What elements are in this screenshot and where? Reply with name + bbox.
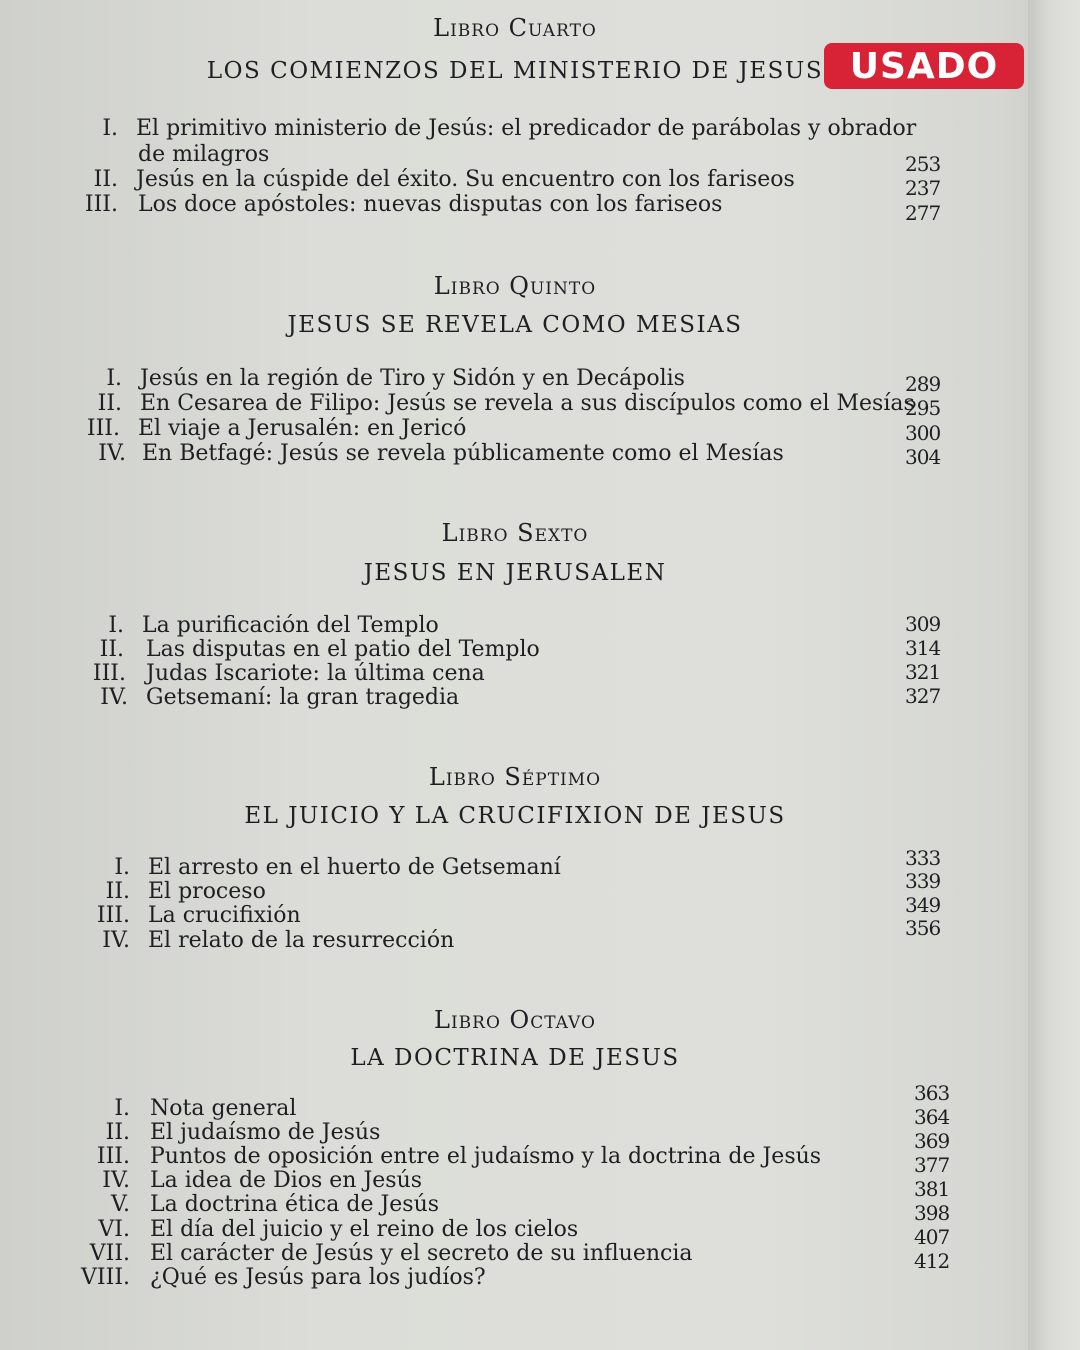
page-number: 277 — [905, 201, 941, 225]
page-number: 327 — [905, 684, 941, 708]
libro-heading: Libro Quinto — [433, 272, 597, 300]
chapter-number: III. — [96, 903, 130, 928]
chapter-title: Jesús en la cúspide del éxito. Su encuentro con los fariseos — [136, 167, 795, 192]
libro-heading: Libro Octavo — [434, 1006, 596, 1034]
page-number: 309 — [905, 612, 941, 636]
chapter-number: I. — [106, 366, 122, 391]
chapter-title: El judaísmo de Jesús — [150, 1120, 381, 1145]
section-title: JESUS EN JERUSALEN — [363, 560, 667, 586]
libro-heading: Libro Sexto — [441, 519, 589, 547]
toc-entry — [0, 391, 1030, 417]
page-number: 321 — [905, 660, 941, 684]
chapter-number: II. — [97, 391, 122, 416]
chapter-title: El carácter de Jesús y el secreto de su influencia — [150, 1241, 693, 1266]
page-number: 369 — [914, 1129, 950, 1153]
chapter-number: II. — [93, 167, 118, 192]
page-number: 314 — [905, 636, 941, 660]
toc-entry — [0, 1241, 1030, 1267]
page-number: 300 — [905, 421, 941, 445]
libro-heading: Libro Cuarto — [433, 14, 597, 42]
chapter-number: VI. — [98, 1217, 130, 1242]
chapter-number: I. — [102, 116, 118, 141]
page-number: 381 — [914, 1177, 950, 1201]
chapter-number: II. — [99, 637, 124, 662]
chapter-title: La purificación del Templo — [142, 613, 439, 638]
toc-entry — [0, 1096, 1030, 1122]
chapter-title: El proceso — [148, 879, 266, 904]
toc-entry — [0, 661, 1030, 687]
chapter-title: En Betfagé: Jesús se revela públicamente como el Mesías — [142, 441, 784, 466]
chapter-number: III. — [86, 416, 120, 441]
chapter-title: Nota general — [150, 1096, 297, 1121]
section-title: EL JUICIO Y LA CRUCIFIXION DE JESUS — [244, 803, 786, 829]
chapter-title: El relato de la resurrección — [148, 928, 455, 953]
chapter-title: Getsemaní: la gran tragedia — [146, 685, 460, 710]
toc-entry — [0, 1265, 1030, 1291]
chapter-number: VII. — [89, 1241, 130, 1266]
chapter-number: IV. — [102, 1168, 130, 1193]
chapter-title: El primitivo ministerio de Jesús: el predicador de parábolas y obrador — [136, 116, 917, 141]
chapter-title: La doctrina ética de Jesús — [150, 1192, 440, 1217]
used-badge: USADO — [824, 43, 1024, 89]
toc-entry — [0, 928, 1030, 954]
chapter-title: La idea de Dios en Jesús — [150, 1168, 423, 1193]
chapter-title: de milagros — [138, 142, 270, 167]
page-number: 412 — [914, 1249, 950, 1273]
page-number: 377 — [914, 1153, 950, 1177]
chapter-number: V. — [110, 1192, 130, 1217]
chapter-number: I. — [114, 855, 130, 880]
chapter-title: En Cesarea de Filipo: Jesús se revela a sus discípulos como el Mesías — [140, 391, 915, 416]
toc-entry — [0, 167, 1030, 193]
page-number: 364 — [914, 1105, 950, 1129]
toc-entry — [0, 1144, 1030, 1170]
toc-entry — [0, 1120, 1030, 1146]
section-title: JESUS SE REVELA COMO MESIAS — [287, 312, 743, 338]
chapter-number: VIII. — [81, 1265, 130, 1290]
chapter-title: ¿Qué es Jesús para los judíos? — [150, 1265, 486, 1290]
chapter-number: I. — [108, 613, 124, 638]
toc-entry — [0, 1192, 1030, 1218]
chapter-title: Los doce apóstoles: nuevas disputas con los fariseos — [138, 192, 723, 217]
chapter-number: III. — [96, 1144, 130, 1169]
section-title: LA DOCTRINA DE JESUS — [350, 1045, 680, 1071]
chapter-number: IV. — [98, 441, 126, 466]
page-number: 398 — [914, 1201, 950, 1225]
chapter-title: Judas Iscariote: la última cena — [146, 661, 485, 686]
chapter-number: II. — [105, 879, 130, 904]
chapter-title: Las disputas en el patio del Templo — [146, 637, 540, 662]
libro-heading: Libro Séptimo — [428, 763, 602, 791]
section-title: LOS COMIENZOS DEL MINISTERIO DE JESUS — [206, 58, 824, 84]
chapter-number: II. — [105, 1120, 130, 1145]
toc-entry — [0, 637, 1030, 663]
page-number: 237 — [905, 176, 941, 200]
toc-entry — [0, 416, 1030, 442]
page-number: 304 — [905, 445, 941, 469]
page-number: 363 — [914, 1081, 950, 1105]
page-number: 356 — [905, 916, 941, 940]
chapter-number: IV. — [100, 685, 128, 710]
page-edge — [1028, 0, 1080, 1350]
toc-entry — [0, 855, 1030, 881]
page-number: 349 — [905, 893, 941, 917]
toc-entry — [0, 116, 1030, 142]
chapter-title: El arresto en el huerto de Getsemaní — [148, 855, 561, 880]
chapter-title: El día del juicio y el reino de los cielos — [150, 1217, 579, 1242]
chapter-title: Puntos de oposición entre el judaísmo y la doctrina de Jesús — [150, 1144, 822, 1169]
chapter-number: I. — [114, 1096, 130, 1121]
toc-entry — [0, 192, 1030, 218]
toc-entry — [0, 441, 1030, 467]
toc-entry — [0, 1168, 1030, 1194]
page-number: 295 — [905, 396, 941, 420]
toc-entry — [0, 366, 1030, 392]
chapter-number: III. — [92, 661, 126, 686]
toc-entry — [0, 613, 1030, 639]
toc-entry — [0, 879, 1030, 905]
toc-entry — [0, 1217, 1030, 1243]
chapter-number: III. — [84, 192, 118, 217]
chapter-title: Jesús en la región de Tiro y Sidón y en Decápolis — [140, 366, 685, 391]
toc-entry — [0, 685, 1030, 711]
chapter-number: IV. — [102, 928, 130, 953]
chapter-title: El viaje a Jerusalén: en Jericó — [138, 416, 467, 441]
page-number: 407 — [914, 1225, 950, 1249]
toc-entry-continuation — [0, 142, 1030, 168]
chapter-title: La crucifixión — [148, 903, 301, 928]
page-number: 333 — [905, 846, 941, 870]
toc-entry — [0, 903, 1030, 929]
page-number: 253 — [905, 152, 941, 176]
page-number: 289 — [905, 372, 941, 396]
page-number: 339 — [905, 869, 941, 893]
